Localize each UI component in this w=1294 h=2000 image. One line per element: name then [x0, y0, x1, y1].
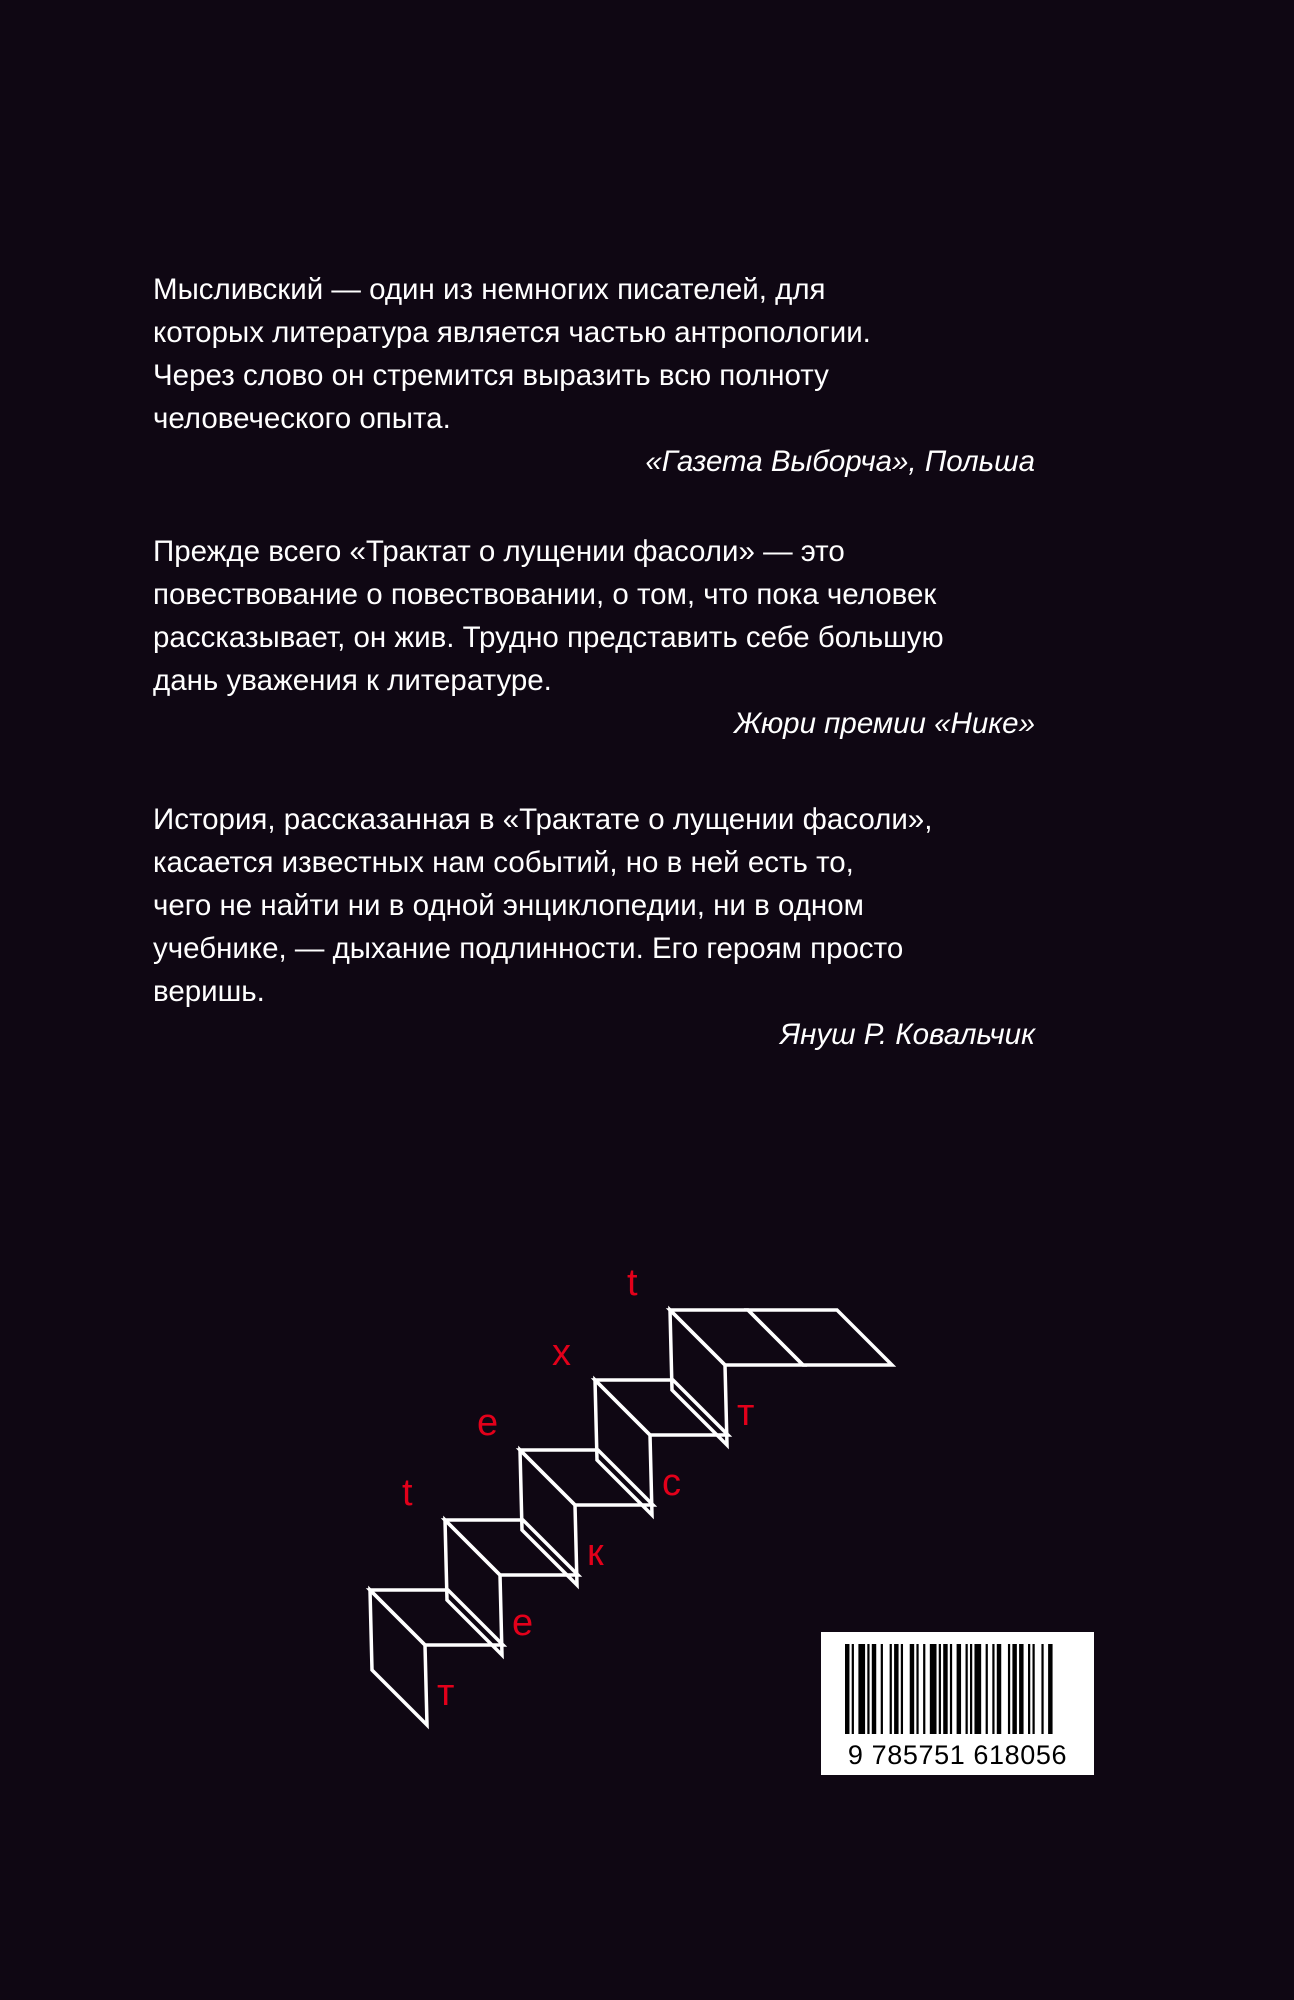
quote-1-text: Мысливский — один из немногих писателей, для которых литература является частью антропологии. Через слово он стремится выразить всю полноту человеческого опыта.	[153, 273, 871, 435]
text-staircase-logo	[360, 1262, 840, 1760]
barcode-bar	[1041, 1644, 1043, 1734]
barcode-bar	[845, 1644, 849, 1734]
barcode-bar	[1028, 1644, 1030, 1734]
logo-letter-latin-4: t	[627, 1262, 638, 1304]
quote-3-text: История, рассказанная в «Трактате о лущении фасоли», касается известных нам событий, но в ней есть то, чего не найти ни в одной энциклопедии, ни в одном учебнике, — дыхание подлинности. Его героям просто веришь.	[153, 803, 933, 1008]
barcode-bar	[916, 1644, 918, 1734]
barcode-bar	[939, 1644, 941, 1734]
barcode-bar	[943, 1644, 947, 1734]
barcode-bar	[966, 1644, 968, 1734]
staircase-graphic	[360, 1262, 840, 1760]
barcode-bar	[950, 1644, 952, 1734]
isbn-barcode	[821, 1632, 1094, 1775]
barcode-bar	[881, 1644, 883, 1734]
barcode-digits: 9 785751 618056	[847, 1740, 1068, 1770]
barcode-bar	[910, 1644, 914, 1734]
logo-letter-cyrillic-3: к	[587, 1532, 604, 1574]
quote-2	[153, 530, 1035, 745]
barcode-bar	[957, 1644, 961, 1734]
quote-2-source: Жюри премии «Нике»	[733, 707, 1035, 740]
logo-letter-cyrillic-1: т	[437, 1672, 455, 1714]
barcode-bar	[890, 1644, 892, 1734]
logo-letter-latin-2: e	[477, 1402, 499, 1444]
barcode-bar	[852, 1644, 854, 1734]
quote-3-source: Януш Р. Ковальчик	[780, 1018, 1035, 1051]
logo-letter-cyrillic-5: т	[737, 1392, 755, 1434]
barcode-bar	[997, 1644, 1001, 1734]
barcode-bar	[894, 1644, 898, 1734]
quote-2-text: Прежде всего «Трактат о лущении фасоли» — это повествование о повествовании, о том, что пока человек рассказывает, он жив. Трудно представить себе большую дань уважения к литературе.	[153, 535, 944, 697]
logo-letter-latin-3: x	[552, 1332, 571, 1374]
barcode-bar	[867, 1644, 869, 1734]
barcode-bar	[1032, 1644, 1034, 1734]
logo-letter-latin-1: t	[402, 1472, 413, 1514]
barcode-bar	[986, 1644, 988, 1734]
stair-tread-5	[670, 1310, 803, 1365]
barcode-bar	[1019, 1644, 1023, 1734]
logo-letter-cyrillic-4: с	[662, 1462, 681, 1504]
staircase-outline	[370, 1310, 892, 1725]
stair-top-tread	[748, 1310, 892, 1365]
barcode-bar	[923, 1644, 925, 1734]
quote-3	[153, 798, 1035, 1056]
barcode-bar	[992, 1644, 994, 1734]
barcode-bar	[1008, 1644, 1010, 1734]
barcode-bar	[930, 1644, 937, 1734]
barcode-bar	[1012, 1644, 1016, 1734]
barcode-bar	[901, 1644, 903, 1734]
barcode-bar	[1048, 1644, 1052, 1734]
quote-1	[153, 268, 1035, 483]
logo-letter-cyrillic-2: е	[512, 1602, 534, 1644]
quote-1-source: «Газета Выборча», Польша	[645, 445, 1035, 478]
barcode-bar	[872, 1644, 876, 1734]
barcode-bar	[858, 1644, 865, 1734]
barcode-bar	[970, 1644, 972, 1734]
barcode-bar	[974, 1644, 981, 1734]
stair-riser-1	[370, 1590, 427, 1725]
